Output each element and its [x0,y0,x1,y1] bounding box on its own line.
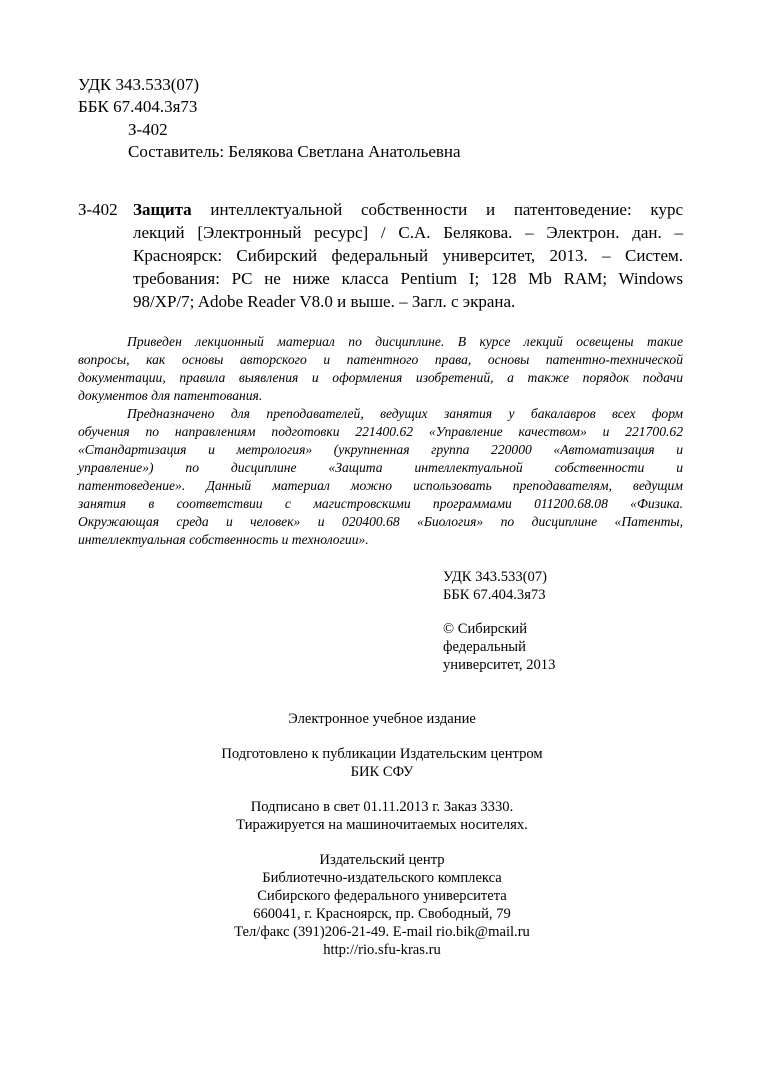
annotation-line: «Стандартизация и метрология» (укрупненная группа 220000 «Автоматизация и [78,442,683,457]
publisher-line: Сибирского федерального университета [257,888,507,904]
bib-title-rest: интеллектуальной собственности и патентоведение: курс [191,200,683,219]
prepared-line: БИК СФУ [350,764,414,780]
prepared-line: Подготовлено к публикации Издательским центром [221,746,543,762]
compiler-line: Составитель: Белякова Светлана Анатольевна [128,142,461,161]
annotation-line: документов для патентования. [78,388,263,403]
annotation-line: занятия в соответствии с магистровскими программами 011200.68.08 «Физика. [78,496,683,511]
annotation-line: обучения по направлениям подготовки 221400.62 «Управление качеством» и 221700.62 [78,424,683,439]
bib-line-3: Красноярск: Сибирский федеральный университет, 2013. – Систем. [133,246,683,265]
bbk-code-repeat: ББК 67.404.3я73 [443,587,546,603]
udk-code: УДК 343.533(07) [78,75,200,94]
copyright-line: © Сибирский [443,621,527,637]
bib-line-2: лекций [Электронный ресурс] / С.А. Белякова. – Электрон. дан. – [133,223,683,242]
bbk-code: ББК 67.404.3я73 [78,97,198,116]
publisher-line: Издательский центр [319,852,445,868]
author-mark: З-402 [128,120,168,139]
bib-line-1 [133,198,683,221]
signed-line: Тиражируется на машиночитаемых носителях. [236,817,528,833]
publisher-address: 660041, г. Красноярск, пр. Свободный, 79 [253,906,511,922]
annotation-line: патентоведение». Данный материал можно использовать преподавателям, ведущим [78,478,683,493]
annotation-line: интеллектуальная собственность и технологии». [78,532,369,547]
signed-line: Подписано в свет 01.11.2013 г. Заказ 3330. [250,799,514,815]
edition-type: Электронное учебное издание [288,711,476,727]
annotation-line: вопросы, как основы авторского и патентного права, основы патентно-технической [78,352,683,367]
bib-line-5: 98/XP/7; Adobe Reader V8.0 и выше. – Загл. с экрана. [133,292,516,311]
bib-title-bold: Защита [133,200,192,219]
bib-line-4: требования: PC не ниже класса Pentium I; 128 Mb RAM; Windows [133,269,683,288]
copyright-line: федеральный [443,639,526,655]
annotation-line: Предназначено для преподавателей, ведущих занятия у бакалавров всех форм [127,406,683,421]
udk-code-repeat: УДК 343.533(07) [443,569,547,585]
annotation-line: Окружающая среда и человек» и 020400.68 «Биология» по дисциплине «Патенты, [78,514,683,529]
bib-author-mark: З-402 [78,200,118,219]
publisher-line: Библиотечно-издательского комплекса [262,870,502,886]
annotation-line: Приведен лекционный материал по дисциплине. В курсе лекций освещены такие [127,334,683,349]
copyright-line: университет, 2013 [443,657,556,673]
annotation-line: документации, правила выявления и оформления изобретений, а также порядок подачи [78,370,683,385]
annotation-line: управление») по дисциплине «Защита интеллектуальной собственности и [78,460,683,475]
publisher-website: http://rio.sfu-kras.ru [323,942,441,958]
publisher-contacts: Тел/факс (391)206-21-49. E-mail rio.bik@mail.ru [234,924,530,940]
